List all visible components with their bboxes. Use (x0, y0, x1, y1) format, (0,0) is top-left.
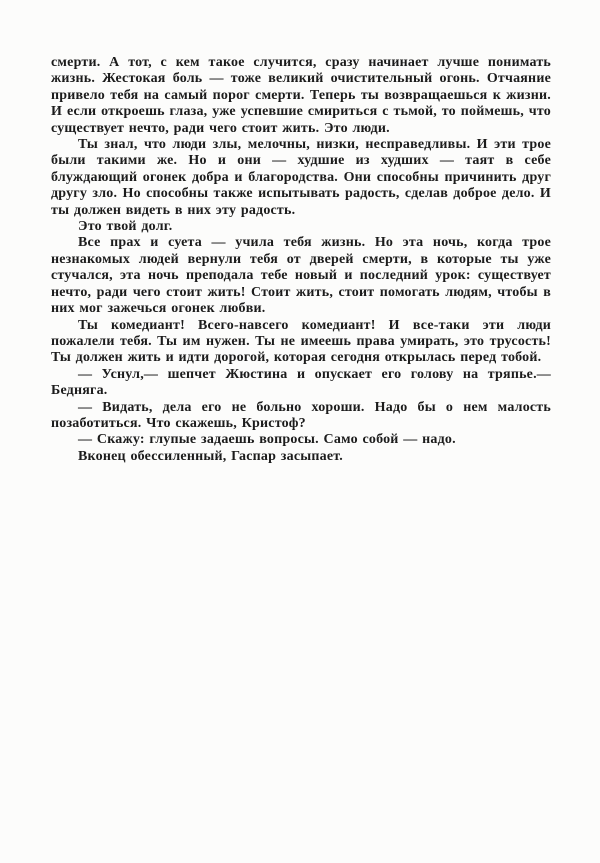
paragraph: Это твой долг. (78, 219, 173, 235)
paragraph: Ты комедиант! Всего-навсего комедиант! И все-таки эти люди пожалели тебя. Ты им нужен. Ты не имеешь права умирать, это трусость! Ты должен жить и идти дорогой, которая сегодня открылась перед тобой. (51, 317, 551, 366)
paragraph: Все прах и суета — учила тебя жизнь. Но эта ночь, когда трое незнакомых людей вернули тебя от дверей смерти, в которые ты уже стучался, эта ночь преподала тебе новый и последний урок: существует нечто, ради чего стоит жить! Стоит жить, стоит помогать людям, чтобы в них мог зажечься огонек любви. (51, 235, 551, 317)
paragraph: смерти. А тот, с кем такое случится, сразу начинает лучше понимать жизнь. Жестокая боль — тоже великий очистительный огонь. Отчаяние привело тебя на самый порог смерти. Теперь ты возвращаешься к жизни. И если откроешь глаза, уже успевшие смириться с тьмой, то поймешь, что существует нечто, ради чего стоит жить. Это люди. (51, 55, 551, 136)
paragraph: — Видать, дела его не больно хороши. Надо бы о нем малость позаботиться. Что скажешь, Кристоф? (51, 399, 551, 431)
text-block (51, 55, 551, 465)
paragraph: Вконец обессиленный, Гаспар засыпает. (78, 448, 343, 464)
paragraph: — Уснул,— шепчет Жюстина и опускает его голову на тряпье.— Бедняга. (51, 366, 551, 399)
paragraph: Ты знал, что люди злы, мелочны, низки, несправедливы. И эти трое были такими же. Но и они — худшие из худших — таят в себе блуждающий огонек добра и благородства. Они способны причинить друг другу зло. Но способны также испытывать радость, сделав доброе дело. И ты должен видеть в них эту радость. (51, 137, 551, 218)
paragraph: — Скажу: глупые задаешь вопросы. Само собой — надо. (78, 432, 456, 448)
